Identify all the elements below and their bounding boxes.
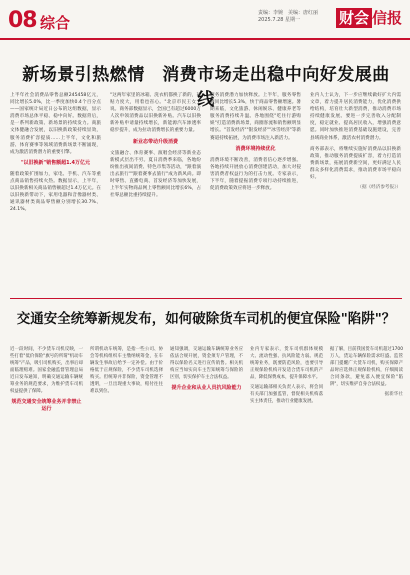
paragraph: 文旅融合、体育赛事、演唱会经济等新业态新模式层出不穷。夏日消费季来临，各地纷纷推出夜间消费、特色市集等活动，"跟着演出去旅行""跟着赛事去旅行"成为新风尚。即时零售、直播电商、首发经济等加快发展，上半年实物商品网上零售额同比增长6%，占社零总额比重持续提升。: [110, 150, 201, 199]
top-col-4: [310, 92, 401, 191]
paragraph: 消费环境不断改善，消费者信心逐步增强。各地持续开展放心消费创建活动，加大对侵害消费者权益行为的打击力度。专家表示，下半年，随着提振消费专项行动持续推进，促消费政策效应将进一步释放。: [210, 157, 301, 192]
paragraph: "这两年家里的冰箱、洗衣机都换了新的，补贴力度大，用着也省心。"北京市民王女士说。商务部数据显示，全国已有超过6000万人次申领消费品以旧换新补贴。汽车以旧换新补贴申请量持续增长，新能源汽车渗透率稳步提升，成为拉动消费增长的重要力量。: [110, 93, 201, 134]
header-meta: [258, 10, 318, 24]
brand-logo: [336, 7, 402, 28]
brand-part-b: 信报: [371, 9, 402, 27]
subheading: "以旧换新"销售额超1.4万亿元: [20, 159, 91, 166]
source-credit: （据《经济参考报》）: [357, 185, 401, 191]
subheading: 规范交通安全统筹业务并非禁止运行: [11, 399, 82, 412]
top-col-1: [10, 92, 101, 214]
paragraph: 通知强调，交通运输车辆统筹业务应依法合规开展，资金须专户管理，不得以保险名义进行宣传销售。相关机构应当如实向车主告知统筹与保险的区别，切实保护车主合法权益。: [170, 347, 243, 380]
editor-line: 责编：李婉 美编：唐红丽: [258, 10, 319, 16]
paragraph: 随着政策扩围加力，家电、手机、汽车等重点商品销售持续火热。数据显示，上半年，以旧换新相关商品销售额超过1.4万亿元。在以旧换新带动下，家用电器和音像器材类、通讯器材类商品零售额分别增长30.7%、24.1%。: [10, 171, 101, 213]
bottom-headline: 交通安全统筹新规发布，如何破除货车司机的便宜保险"陷阱"？: [16, 311, 396, 327]
subheading: 消费环境持续优化: [235, 145, 276, 152]
page-header: [0, 0, 410, 40]
paragraph: 服务消费潜力加快释放。上半年，服务零售额同比增长5.3%，快于商品零售额增速。暑期来临，文化旅游、休闲娱乐、健康养老等服务消费持续升温。各地围绕"吃住行游购娱"打造消费新场景，商圈客流和销售额明显增长。"首发经济""银发经济""冰雪经济"等新赛道持续拓展，为消费市场注入新活力。: [210, 93, 301, 141]
subheading: 新业态带动升级消费: [132, 138, 178, 145]
paragraph: 业内人士认为，下一步应继续做好扩大内需文章，着力提升居民消费能力，优化消费供给结构，培育壮大新型消费，推动消费市场持续健康发展。要进一步完善收入分配制度，稳定就业、提高居民收入，增强消费意愿。同时加快推进消费基础设施建设，完善县域商业体系，激活农村消费潜力。: [310, 93, 401, 141]
brand-part-a: 财会: [336, 8, 372, 28]
paragraph: 据了解，目前我国货车司机超过1700万人，货运车辆保险需求旺盛。监管部门提醒广大货车司机，购买保障产品时应选择正规保险机构，仔细阅读合同条款，避免落入便宜保险"陷阱"，切实维护自身合法权益。: [330, 347, 403, 387]
article-divider: [10, 298, 402, 299]
section-name: 综合: [40, 14, 71, 32]
bottom-col-1: [10, 346, 83, 417]
paragraph: 业内专家表示，货车司机群体规模大、流动性强、抗风险能力弱。规范统筹业务，既要防范风险，也要引导正规保险机构开发适合货车司机的产品，降低保费成本，提升保障水平。: [250, 347, 323, 380]
paragraph: 上半年社会消费品零售总额245458亿元，同比增长5.0%，比一季度加快0.4个百分点——国家统计局近日公布的这组数据，显示消费市场总体平稳、稳中向好。数据背后，是一系列新政策、新场景的持续发力。商旅文体健融合发展，以旧换新政策持续显效，服务消费扩容提质……上半年，文化和旅游、体育赛事等领域消费新场景不断涌现，成为激活消费潜力的重要引擎。: [10, 93, 101, 155]
bottom-col-5: [330, 346, 403, 398]
top-col-2: [110, 92, 201, 199]
paragraph: 近一段时间，不少货车司机反映，一些打着"低价保险"旗号的所谓"机动车统筹"产品，吸引司机购买，出事后却面临理赔难。国家金融监督管理总局近日发布通知，明确交通运输车辆统筹业务的规范要求，为维护货车司机权益提供了保障。: [10, 347, 83, 394]
subheading: 提升企业和从业人员抗风险能力: [171, 385, 242, 391]
page-number: 08: [8, 8, 37, 33]
date-line: 2025.7.28 星期一: [258, 17, 301, 23]
bottom-col-2: [90, 346, 163, 395]
bottom-col-4: [250, 346, 323, 405]
top-col-3: [210, 92, 301, 192]
top-headline: 新场景引热燃情 消费市场走出稳中向好发展曲线: [22, 65, 390, 110]
source-credit: 据新华社: [384, 392, 403, 397]
paragraph: 所谓机动车统筹，是指一些公司、协会等机构组织车主缴纳统筹金，在车辆发生事故后给予一定补偿。由于价格低于正规保险，不少货车司机选择购买。但统筹并非保险，资金管理不透明，一旦出现重大事故，赔付往往难以到位。: [90, 347, 163, 394]
bottom-col-3: [170, 346, 243, 396]
paragraph: 商务部表示，将继续实施好消费品以旧换新政策，推动服务消费提质扩容，着力打造消费新场景，拓展消费新空间，更好满足人民群众多样化消费需求，推动消费市场平稳向好。: [310, 146, 401, 181]
paragraph: 交通运输部相关负责人表示，将会同有关部门加强监管，督促相关机构落实主体责任，推动行业健康发展。: [250, 385, 323, 404]
